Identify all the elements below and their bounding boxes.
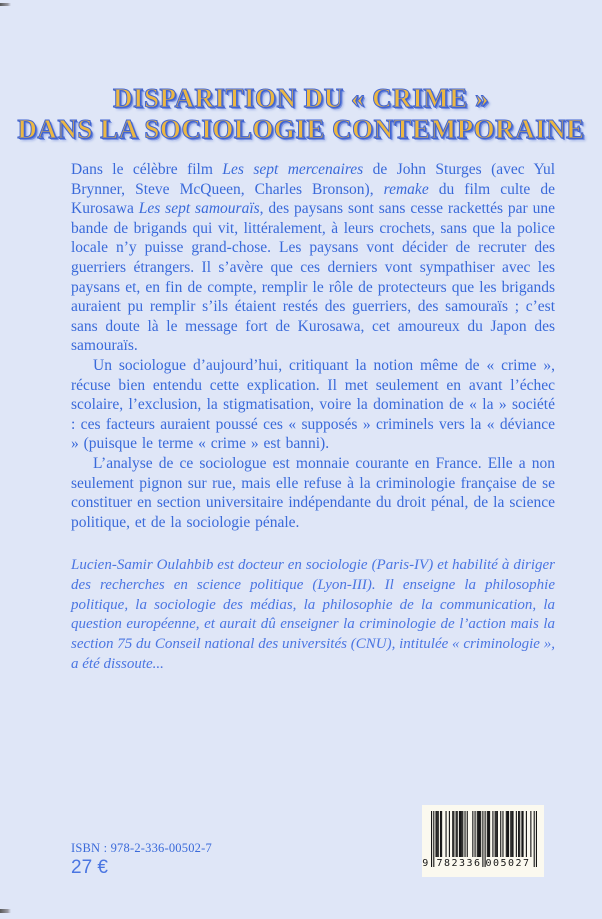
price-text: 27 € xyxy=(71,857,108,878)
synopsis-paragraph-2: Un sociologue d’aujourd’hui, critiquant la notion même de « crime », récuse bien entendu cette explication. Il met seulement en avant l’échec scolaire, l’exclusion, la stigmatisation, voire la domination de « la » société : ces facteurs auraient poussé ces « supposés » criminels vers la « déviance » (puisque le terme « crime » est banni). xyxy=(71,356,555,453)
scan-artifact-mark-top xyxy=(0,3,11,6)
book-title xyxy=(0,83,602,145)
synopsis-paragraph-1: Dans le célèbre film Les sept mercenaires de John Sturges (avec Yul Brynner, Steve McQueen, Charles Bronson), remake du film culte de Kurosawa Les sept samouraïs, des paysans sont sans cesse rackettés par une bande de brigands qui vit, littéralement, à leurs crochets, sans que la police locale n’y puisse grand-chose. Les paysans vont décider de recruter des guerriers étrangers. Il s’avère que ces derniers vont sympathiser avec les paysans et, en fin de compte, remplir le rôle de protecteurs que les brigands auraient pu remplir s’ils étaient restés des guerriers, des samouraïs ; c’est sans doute là le message fort de Kurosawa, cet amoureux du Japon des samouraïs. xyxy=(71,161,556,355)
barcode-digits-right: 005027 xyxy=(485,858,531,869)
book-title-line1: DISPARITION DU « CRIME » xyxy=(112,83,490,113)
book-title-line2: DANS LA SOCIOLOGIE CONTEMPORAINE xyxy=(17,114,585,144)
scan-artifact-mark-bottom xyxy=(0,909,11,913)
barcode-digit-lead: 9 xyxy=(422,858,430,869)
synopsis-paragraph-3: L’analyse de ce sociologue est monnaie courante en France. Elle a non seulement pignon sur rue, mais elle refuse à la criminologie française de se constituer en section universitaire indépendante du droit pénal, de la science politique, et de la sociologie pénale. xyxy=(71,454,555,531)
isbn-text: ISBN : 978-2-336-00502-7 xyxy=(71,841,212,855)
barcode-digits-left: 782336 xyxy=(436,858,482,869)
barcode xyxy=(422,805,544,877)
synopsis xyxy=(71,160,555,532)
author-bio: Lucien-Samir Oulahbib est docteur en sociologie (Paris-IV) et habilité à diriger des recherches en science politique (Lyon-III). Il enseigne la philosophie politique, la sociologie des médias, la philosophie de la communication, la question européenne, et aurait dû enseigner la criminologie de l’action mais la section 75 du Conseil national des universités (CNU), intitulée « criminologie », a été dissoute... xyxy=(71,557,555,672)
